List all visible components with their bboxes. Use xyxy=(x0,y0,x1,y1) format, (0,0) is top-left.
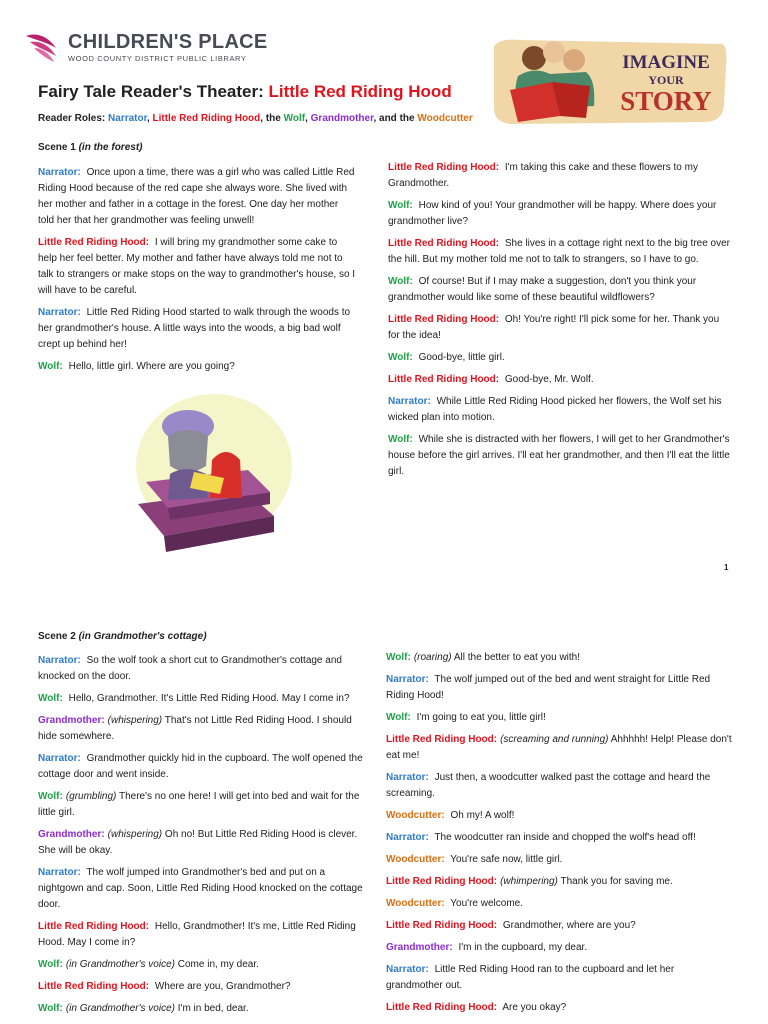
speaker-name: Narrator: xyxy=(386,832,429,843)
dialogue-line xyxy=(386,672,732,704)
speaker-name: Narrator: xyxy=(388,396,431,407)
role-narrator: Narrator xyxy=(108,113,147,124)
dialogue-line xyxy=(386,830,732,846)
reader-roles xyxy=(38,113,473,124)
dialogue-text: Come in, my dear. xyxy=(174,959,259,970)
speaker-name: Little Red Riding Hood: xyxy=(386,920,498,931)
dialogue-text: The woodcutter ran inside and chopped the wolf's head off! xyxy=(431,832,696,843)
role-lrrh: Little Red Riding Hood xyxy=(152,113,261,124)
dialogue-line xyxy=(388,160,732,192)
imagine-your-story-badge xyxy=(490,36,730,126)
library-logo xyxy=(22,28,268,66)
dialogue-line xyxy=(388,432,732,480)
dialogue-text: Grandmother quickly hid in the cupboard. The wolf opened the cottage door and went inside. xyxy=(38,753,363,780)
dialogue-line xyxy=(388,236,732,268)
dialogue-line xyxy=(38,1001,368,1017)
dialogue-text: Hello, little girl. Where are you going? xyxy=(65,361,235,372)
dialogue-text: The wolf jumped out of the bed and went straight for Little Red Riding Hood! xyxy=(386,674,711,701)
dialogue-text: Grandmother, where are you? xyxy=(500,920,636,931)
dialogue-line xyxy=(386,770,732,802)
dialogue-line xyxy=(388,394,732,426)
scene-setting: (in Grandmother's cottage) xyxy=(78,631,207,642)
dialogue-text: You're safe now, little girl. xyxy=(447,854,563,865)
speaker-name: Little Red Riding Hood: xyxy=(386,734,498,745)
stage-direction: (whimpering) xyxy=(500,876,558,887)
dialogue-line xyxy=(386,732,732,764)
dialogue-line xyxy=(38,827,368,859)
page1-left-column xyxy=(38,140,356,381)
dialogue-line xyxy=(386,962,732,994)
speaker-name: Grandmother: xyxy=(38,829,105,840)
speaker-name: Narrator: xyxy=(38,167,81,178)
scene-label: Scene 2 xyxy=(38,631,79,642)
stage-direction: (whispering) xyxy=(107,829,163,840)
dialogue-line xyxy=(38,789,368,821)
speaker-name: Narrator: xyxy=(38,867,81,878)
dialogue-text: Thank you for saving me. xyxy=(557,876,673,887)
title-prefix: Fairy Tale Reader's Theater: xyxy=(38,82,269,101)
dialogue-text: There's no one here! I will get into bed and wait for the little girl. xyxy=(38,791,360,818)
page-title xyxy=(38,82,452,102)
stage-direction: (in Grandmother's voice) xyxy=(65,959,175,970)
speaker-name: Little Red Riding Hood: xyxy=(38,921,150,932)
roles-separator: , and the xyxy=(373,113,418,124)
speaker-name: Wolf: xyxy=(38,693,63,704)
stage-direction: (grumbling) xyxy=(65,791,117,802)
speaker-name: Narrator: xyxy=(38,655,81,666)
dialogue-text: I'm going to eat you, little girl! xyxy=(413,712,546,723)
dialogue-text: So the wolf took a short cut to Grandmother's cottage and knocked on the door. xyxy=(38,655,342,682)
badge-line1: IMAGINE xyxy=(622,52,710,73)
dialogue-line xyxy=(38,305,356,353)
dialogue-line xyxy=(386,874,732,890)
page1-right-column xyxy=(388,160,732,486)
dialogue-line xyxy=(386,710,732,726)
dialogue-text: Oh no! But Little Red Riding Hood is clever. She will be okay. xyxy=(38,829,358,856)
speaker-name: Wolf: xyxy=(388,352,413,363)
dialogue-text: Good-bye, Mr. Wolf. xyxy=(502,374,594,385)
dialogue-line xyxy=(38,359,356,375)
dialogue-line xyxy=(386,1000,732,1016)
dialogue-text: Little Red Riding Hood started to walk through the woods to her grandmother's house. A little ways into the woods, a big bad wolf crept up behind her! xyxy=(38,307,351,350)
speaker-name: Narrator: xyxy=(386,674,429,685)
page2-right-column xyxy=(386,650,732,1022)
dialogue-text: That's not Little Red Riding Hood. I should hide somewhere. xyxy=(38,715,352,742)
scene2-heading xyxy=(38,629,368,645)
roles-separator: , xyxy=(146,113,153,124)
dialogue-line xyxy=(386,852,732,868)
dialogue-text: Of course! But if I may make a suggestion, don't you think your grandmother would like some of these beautiful wildflowers? xyxy=(388,276,697,303)
dialogue-list xyxy=(386,650,732,1016)
role-grandmother: Grandmother xyxy=(310,113,374,124)
dialogue-text: Just then, a woodcutter walked past the cottage and heard the screaming. xyxy=(386,772,711,799)
dialogue-line xyxy=(38,165,356,229)
speaker-name: Wolf: xyxy=(386,652,411,663)
speaker-name: Narrator: xyxy=(38,307,81,318)
role-woodcutter: Woodcutter xyxy=(417,113,473,124)
stage-direction: (in Grandmother's voice) xyxy=(65,1003,175,1014)
dialogue-line xyxy=(38,751,368,783)
wolf-reading-illustration xyxy=(124,386,294,562)
speaker-name: Little Red Riding Hood: xyxy=(388,162,500,173)
dialogue-text: Good-bye, little girl. xyxy=(415,352,505,363)
dialogue-text: Where are you, Grandmother? xyxy=(152,981,291,992)
speaker-name: Wolf: xyxy=(38,361,63,372)
scene1-heading xyxy=(38,140,356,156)
dialogue-text: Little Red Riding Hood ran to the cupboard and let her grandmother out. xyxy=(386,964,675,991)
dialogue-text: The wolf jumped into Grandmother's bed and put on a nightgown and cap. Soon, Little Red Riding Hood knocked on the cottage door. xyxy=(38,867,363,910)
dialogue-text: I'm in bed, dear. xyxy=(174,1003,249,1014)
dialogue-text: Oh my! A wolf! xyxy=(447,810,515,821)
dialogue-line xyxy=(388,372,732,388)
dialogue-line xyxy=(386,896,732,912)
roles-label: Reader Roles: xyxy=(38,113,109,124)
roles-separator: , the xyxy=(260,113,284,124)
dialogue-text: You're welcome. xyxy=(447,898,523,909)
speaker-name: Narrator: xyxy=(38,753,81,764)
speaker-name: Woodcutter: xyxy=(386,898,445,909)
dialogue-text: She lives in a cottage right next to the big tree over the hill. But my mother told me not to talk to strangers, so I have to go. xyxy=(388,238,731,265)
dialogue-line xyxy=(38,919,368,951)
page-number: 1 xyxy=(724,563,729,572)
dialogue-line xyxy=(38,865,368,913)
scene-setting: (in the forest) xyxy=(78,142,143,153)
dialogue-line xyxy=(38,957,368,973)
stage-direction: (roaring) xyxy=(413,652,452,663)
scene-label: Scene 1 xyxy=(38,142,79,153)
speaker-name: Wolf: xyxy=(388,276,413,287)
roles-separator: , xyxy=(305,113,311,124)
speaker-name: Wolf: xyxy=(386,712,411,723)
dialogue-line xyxy=(388,350,732,366)
dialogue-line xyxy=(38,713,368,745)
speaker-name: Grandmother: xyxy=(386,942,453,953)
speaker-name: Wolf: xyxy=(388,434,413,445)
dialogue-line xyxy=(386,808,732,824)
speaker-name: Narrator: xyxy=(386,964,429,975)
dialogue-line xyxy=(38,979,368,995)
speaker-name: Wolf: xyxy=(38,959,63,970)
dialogue-text: Hello, Grandmother! It's me, Little Red Riding Hood. May I come in? xyxy=(38,921,356,948)
speaker-name: Wolf: xyxy=(38,1003,63,1014)
dialogue-text: Hello, Grandmother. It's Little Red Riding Hood. May I come in? xyxy=(65,693,350,704)
badge-line3: STORY xyxy=(620,86,712,116)
dialogue-list xyxy=(38,653,368,1017)
dialogue-line xyxy=(386,940,732,956)
speaker-name: Little Red Riding Hood: xyxy=(38,981,150,992)
dialogue-text: While Little Red Riding Hood picked her flowers, the Wolf set his wicked plan into motion. xyxy=(388,396,722,423)
badge-line2: YOUR xyxy=(648,73,684,87)
title-highlight: Little Red Riding Hood xyxy=(268,82,452,101)
speaker-name: Little Red Riding Hood: xyxy=(388,238,500,249)
stage-direction: (screaming and running) xyxy=(500,734,609,745)
speaker-name: Woodcutter: xyxy=(386,854,445,865)
speaker-name: Little Red Riding Hood: xyxy=(386,1002,498,1013)
logo-subtitle: WOOD COUNTY DISTRICT PUBLIC LIBRARY xyxy=(68,53,247,63)
dialogue-text: How kind of you! Your grandmother will be happy. Where does your grandmother live? xyxy=(388,200,717,227)
dialogue-list xyxy=(388,160,732,480)
speaker-name: Wolf: xyxy=(388,200,413,211)
speaker-name: Woodcutter: xyxy=(386,810,445,821)
speaker-name: Little Red Riding Hood: xyxy=(38,237,150,248)
speaker-name: Narrator: xyxy=(386,772,429,783)
dialogue-text: While she is distracted with her flowers, I will get to her Grandmother's house before the girl arrives. I'll eat her grandmother, and then I'll eat the little girl. xyxy=(388,434,730,477)
dialogue-line xyxy=(386,650,732,666)
speaker-name: Wolf: xyxy=(38,791,63,802)
dialogue-line xyxy=(388,198,732,230)
dialogue-line xyxy=(38,235,356,299)
logo-title: CHILDREN'S PLACE xyxy=(68,30,268,53)
dialogue-text: I'm in the cupboard, my dear. xyxy=(455,942,588,953)
dialogue-line xyxy=(386,918,732,934)
dialogue-text: Ahhhhh! Help! Please don't eat me! xyxy=(386,734,732,761)
dialogue-line xyxy=(38,691,368,707)
speaker-name: Little Red Riding Hood: xyxy=(388,374,500,385)
dialogue-text: Once upon a time, there was a girl who was called Little Red Riding Hood because of the red cape she always wore. She lived with her mother and father in a cottage in the forest. One day her mother told her that her grandmother was feeling unwell! xyxy=(38,167,355,226)
dialogue-text: I'm taking this cake and these flowers to my Grandmother. xyxy=(388,162,698,189)
dialogue-line xyxy=(38,653,368,685)
role-wolf: Wolf xyxy=(283,113,306,124)
dialogue-text: Oh! You're right! I'll pick some for her. Thank you for the idea! xyxy=(388,314,720,341)
speaker-name: Grandmother: xyxy=(38,715,105,726)
dialogue-text: All the better to eat you with! xyxy=(451,652,581,663)
dialogue-list xyxy=(38,165,356,375)
page2-left-column xyxy=(38,629,368,1023)
stage-direction: (whispering) xyxy=(107,715,163,726)
dialogue-text: I will bring my grandmother some cake to help her feel better. My mother and father have always told me not to talk to strangers or make stops on the way to grandmother's house, so I will have to be careful. xyxy=(38,237,356,296)
speaker-name: Little Red Riding Hood: xyxy=(388,314,500,325)
dialogue-text: Are you okay? xyxy=(500,1002,567,1013)
dialogue-line xyxy=(388,312,732,344)
speaker-name: Little Red Riding Hood: xyxy=(386,876,498,887)
feather-logo-icon xyxy=(22,28,62,66)
dialogue-line xyxy=(388,274,732,306)
